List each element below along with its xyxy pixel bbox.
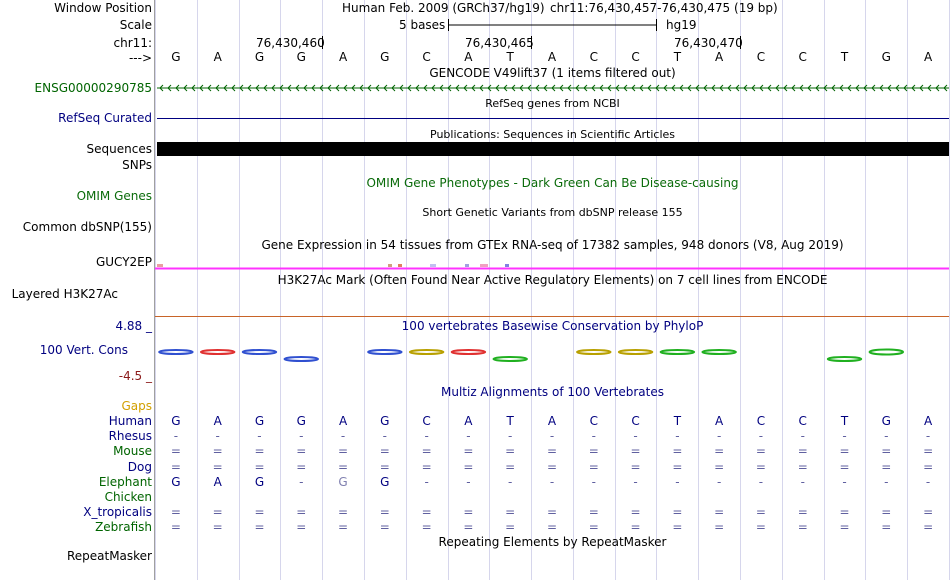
alignment-base: = (296, 444, 307, 459)
alignment-base: = (170, 520, 181, 535)
alignment-base: = (421, 444, 432, 459)
alignment-base: = (881, 505, 892, 520)
dbsnp-track-label[interactable]: Common dbSNP(155) (22, 220, 152, 234)
alignment-base: A (923, 414, 933, 428)
scale-db: hg19 (666, 18, 697, 32)
alignment-base: = (588, 520, 599, 535)
alignment-base: = (170, 444, 181, 459)
alignment-base: = (714, 520, 725, 535)
h3k27ac-track-label[interactable]: Layered H3K27Ac (11, 287, 118, 301)
gtex-expression-bar (388, 264, 392, 267)
alignment-base: T (840, 414, 849, 428)
alignment-base: = (546, 459, 558, 474)
gtex-expression-bar (157, 264, 163, 267)
alignment-base: = (630, 505, 641, 520)
conservation-base-glyph (243, 350, 276, 354)
alignment-base: = (923, 459, 934, 474)
alignment-base: C (631, 414, 640, 428)
alignment-base: = (588, 505, 599, 520)
sequence-base: A (464, 50, 473, 64)
omim-track-title[interactable]: OMIM Gene Phenotypes - Dark Green Can Be Disease-causing (366, 176, 739, 190)
alignment-base: = (170, 505, 181, 520)
alignment-base: = (672, 505, 683, 520)
alignment-base: = (839, 520, 850, 535)
publications-track-label[interactable]: Sequences (86, 142, 152, 156)
gtex-expression-bar (465, 264, 469, 267)
window-position-label: Window Position (54, 1, 152, 15)
conservation-base-glyph (368, 350, 401, 354)
alignment-base: = (923, 505, 934, 520)
conservation-min-label: -4.5 _ (118, 369, 152, 383)
alignment-species-label[interactable]: Human (108, 414, 152, 428)
alignment-base: - (508, 474, 513, 489)
alignment-base: = (755, 444, 766, 459)
alignment-base: - (800, 474, 805, 489)
gtex-expression-bar (505, 264, 509, 267)
alignment-base: = (254, 444, 265, 459)
alignment-species-label[interactable]: X_tropicalis (83, 505, 152, 520)
alignment-base: G (254, 474, 265, 489)
conservation-base-glyph (870, 350, 903, 355)
alignment-base: = (421, 505, 432, 520)
alignment-base: - (716, 474, 722, 489)
alignment-base: G (171, 414, 181, 428)
alignment-base: C (756, 414, 766, 428)
alignment-base: = (421, 520, 432, 535)
alignment-base: - (716, 429, 722, 444)
alignment-base: A (464, 414, 473, 428)
alignment-base: = (797, 444, 808, 459)
sequence-base: C (756, 50, 766, 64)
conservation-base-glyph (702, 350, 735, 354)
alignment-base: - (842, 429, 847, 444)
alignment-base: = (463, 444, 474, 459)
scale-label: Scale (119, 18, 152, 32)
alignment-species-label[interactable]: Elephant (98, 474, 152, 489)
chrom-label: chr11: (113, 36, 152, 50)
conservation-base-glyph (661, 350, 694, 354)
sequence-base: A (715, 50, 724, 64)
alignment-base: G (380, 414, 390, 428)
alignment-base: A (213, 474, 222, 489)
alignment-base: G (380, 474, 390, 489)
alignment-base: = (546, 520, 558, 535)
alignment-base: = (338, 444, 349, 459)
alignment-base: = (379, 444, 390, 459)
alignment-base: = (338, 459, 349, 474)
alignment-base: = (923, 444, 934, 459)
alignment-base: = (463, 505, 474, 520)
alignment-base: A (338, 414, 348, 428)
alignment-base: - (549, 429, 555, 444)
alignment-base: G (338, 474, 348, 489)
alignment-base: - (675, 429, 680, 444)
alignment-base: = (881, 520, 892, 535)
alignment-base: G (296, 414, 306, 428)
alignment-base: = (254, 459, 265, 474)
snps-track-label[interactable]: SNPs (122, 158, 152, 172)
alignment-base: = (463, 520, 474, 535)
conservation-base-glyph (201, 350, 234, 354)
alignment-base: - (800, 429, 805, 444)
alignment-base: = (881, 459, 892, 474)
conservation-base-glyph (452, 350, 485, 354)
sequence-base: T (673, 50, 682, 64)
alignment-base: - (466, 474, 471, 489)
h3k27ac-track-title[interactable]: H3K27Ac Mark (Often Found Near Active Regulatory Elements) on 7 cell lines from ENCODE (277, 273, 828, 287)
gtex-expression-bar (430, 264, 436, 267)
alignment-base: = (421, 459, 432, 474)
alignment-base: = (170, 459, 181, 474)
alignment-species-label[interactable]: Mouse (113, 444, 152, 459)
alignment-base: = (672, 520, 683, 535)
ruler-tick-label: 76,430,465 (465, 36, 534, 50)
conservation-base-glyph (410, 350, 443, 354)
alignment-species-label[interactable]: Dog (127, 459, 152, 474)
alignment-base: A (715, 414, 724, 428)
sequence-base: C (422, 50, 431, 64)
sequence-base: G (254, 50, 265, 64)
alignment-species-label[interactable]: Chicken (104, 490, 152, 504)
gencode-item-label[interactable]: ENSG00000290785 (34, 81, 152, 95)
alignment-base: = (254, 505, 265, 520)
sequence-base: C (589, 50, 598, 64)
alignment-base: = (839, 505, 850, 520)
alignment-base: - (299, 474, 304, 489)
sequence-base: A (338, 50, 348, 64)
alignment-base: = (296, 520, 307, 535)
alignment-base: - (466, 429, 471, 444)
alignment-base: = (630, 520, 641, 535)
alignment-base: - (215, 429, 220, 444)
alignment-base: = (672, 459, 683, 474)
alignment-base: - (633, 474, 638, 489)
alignment-base: - (591, 429, 596, 444)
alignment-base: - (925, 429, 931, 444)
alignment-base: - (424, 474, 429, 489)
dbsnp-track-title[interactable]: Short Genetic Variants from dbSNP release 155 (422, 206, 683, 219)
conservation-base-glyph (828, 357, 861, 361)
alignment-base: G (881, 414, 891, 428)
alignment-base: - (884, 474, 889, 489)
conservation-track-title[interactable]: 100 vertebrates Basewise Conservation by PhyloP (401, 319, 704, 333)
alignment-base: = (505, 520, 516, 535)
alignment-base: = (588, 444, 599, 459)
alignment-base: - (382, 429, 387, 444)
sequence-base: G (881, 50, 891, 64)
alignment-base: G (254, 414, 265, 428)
alignment-base: - (633, 429, 638, 444)
sequence-base: A (547, 50, 557, 64)
conservation-track-label[interactable]: 100 Vert. Cons (39, 343, 128, 357)
alignment-base: = (212, 505, 223, 520)
alignment-base: = (338, 520, 349, 535)
gtex-track-title[interactable]: Gene Expression in 54 tissues from GTEx RNA-seq of 17382 samples, 948 donors (V8, Aug 2019) (261, 238, 844, 252)
gtex-expression-bar (398, 264, 402, 267)
sequence-base: A (213, 50, 222, 64)
alignment-base: = (839, 444, 850, 459)
alignment-base: - (758, 474, 764, 489)
alignment-base: G (171, 474, 181, 489)
sequence-base: C (631, 50, 640, 64)
alignment-base: = (463, 459, 474, 474)
alignment-base: = (212, 444, 223, 459)
omim-track-label[interactable]: OMIM Genes (76, 189, 152, 203)
scale-value: 5 bases (399, 18, 446, 32)
conservation-base-glyph (285, 357, 318, 361)
gtex-item-label[interactable]: GUCY2EP (95, 255, 152, 269)
alignment-base: = (755, 505, 766, 520)
gtex-expression-bar (480, 264, 488, 267)
alignment-base: = (254, 520, 265, 535)
conservation-base-glyph (493, 357, 526, 361)
alignment-base: - (675, 474, 680, 489)
alignment-base: = (505, 505, 516, 520)
alignment-base: = (296, 505, 307, 520)
alignment-species-label[interactable]: Zebrafish (95, 520, 152, 535)
conservation-base-glyph (577, 350, 610, 354)
alignment-base: = (755, 520, 766, 535)
gaps-label: Gaps (121, 399, 152, 413)
alignment-base: - (340, 429, 346, 444)
alignment-base: = (672, 444, 683, 459)
alignment-base: - (549, 474, 555, 489)
alignment-base: - (257, 429, 262, 444)
alignment-base: = (881, 444, 892, 459)
alignment-base: = (797, 520, 808, 535)
conservation-base-glyph (619, 350, 652, 354)
alignment-base: = (630, 459, 641, 474)
alignment-base: = (839, 459, 850, 474)
sequence-base: G (296, 50, 306, 64)
assembly-name: Human Feb. 2009 (GRCh37/hg19) (342, 1, 545, 15)
alignment-base: - (925, 474, 931, 489)
alignment-base: = (505, 444, 516, 459)
sequence-base: G (171, 50, 181, 64)
alignment-base: = (379, 459, 390, 474)
sequence-base: G (380, 50, 390, 64)
alignment-base: = (379, 520, 390, 535)
position-readout[interactable]: chr11:76,430,457-76,430,475 (19 bp) (550, 1, 778, 15)
ruler-tick-label: 76,430,470 (674, 36, 743, 50)
alignment-base: - (842, 474, 847, 489)
multiz-track-title[interactable]: Multiz Alignments of 100 Vertebrates (440, 385, 665, 399)
alignment-base: = (714, 459, 725, 474)
alignment-base: = (797, 459, 808, 474)
alignment-species-label[interactable]: Rhesus (108, 429, 152, 444)
alignment-base: = (755, 459, 766, 474)
alignment-base: = (296, 459, 307, 474)
alignment-base: = (212, 520, 223, 535)
alignment-base: A (547, 414, 557, 428)
refseq-track-title[interactable]: RefSeq genes from NCBI (485, 97, 620, 110)
alignment-base: = (588, 459, 599, 474)
alignment-base: - (758, 429, 764, 444)
sequence-base: T (840, 50, 849, 64)
conservation-max-label: 4.88 _ (115, 319, 152, 333)
publications-track-title[interactable]: Publications: Sequences in Scientific Articles (430, 128, 675, 141)
alignment-base: = (630, 444, 641, 459)
gencode-track-title[interactable]: GENCODE V49lift37 (1 items filtered out) (429, 66, 676, 80)
alignment-base: = (379, 505, 390, 520)
publication-sequence-bar (157, 142, 949, 156)
alignment-base: - (591, 474, 596, 489)
alignment-base: T (673, 414, 682, 428)
sequence-base: C (798, 50, 807, 64)
alignment-base: = (797, 505, 808, 520)
alignment-base: A (213, 414, 222, 428)
alignment-base: = (714, 505, 725, 520)
strand-label: ---> (128, 51, 152, 65)
alignment-base: = (714, 444, 725, 459)
refseq-track-label[interactable]: RefSeq Curated (58, 111, 152, 125)
conservation-base-glyph (159, 350, 192, 354)
sequence-base: A (923, 50, 933, 64)
repeatmasker-track-title[interactable]: Repeating Elements by RepeatMasker (438, 535, 667, 549)
repeatmasker-track-label[interactable]: RepeatMasker (66, 549, 152, 563)
ruler-tick-label: 76,430,460 (256, 36, 325, 50)
alignment-base: = (338, 505, 349, 520)
alignment-base: T (506, 414, 514, 428)
alignment-base: = (546, 444, 558, 459)
alignment-base: = (505, 459, 516, 474)
alignment-base: - (173, 429, 179, 444)
alignment-base: = (923, 520, 934, 535)
alignment-base: - (424, 429, 429, 444)
alignment-base: C (422, 414, 431, 428)
alignment-base: C (589, 414, 598, 428)
alignment-base: = (212, 459, 223, 474)
alignment-base: - (884, 429, 889, 444)
sequence-base: T (506, 50, 514, 64)
alignment-base: = (546, 505, 558, 520)
alignment-base: - (299, 429, 304, 444)
alignment-base: C (798, 414, 807, 428)
alignment-base: - (508, 429, 513, 444)
